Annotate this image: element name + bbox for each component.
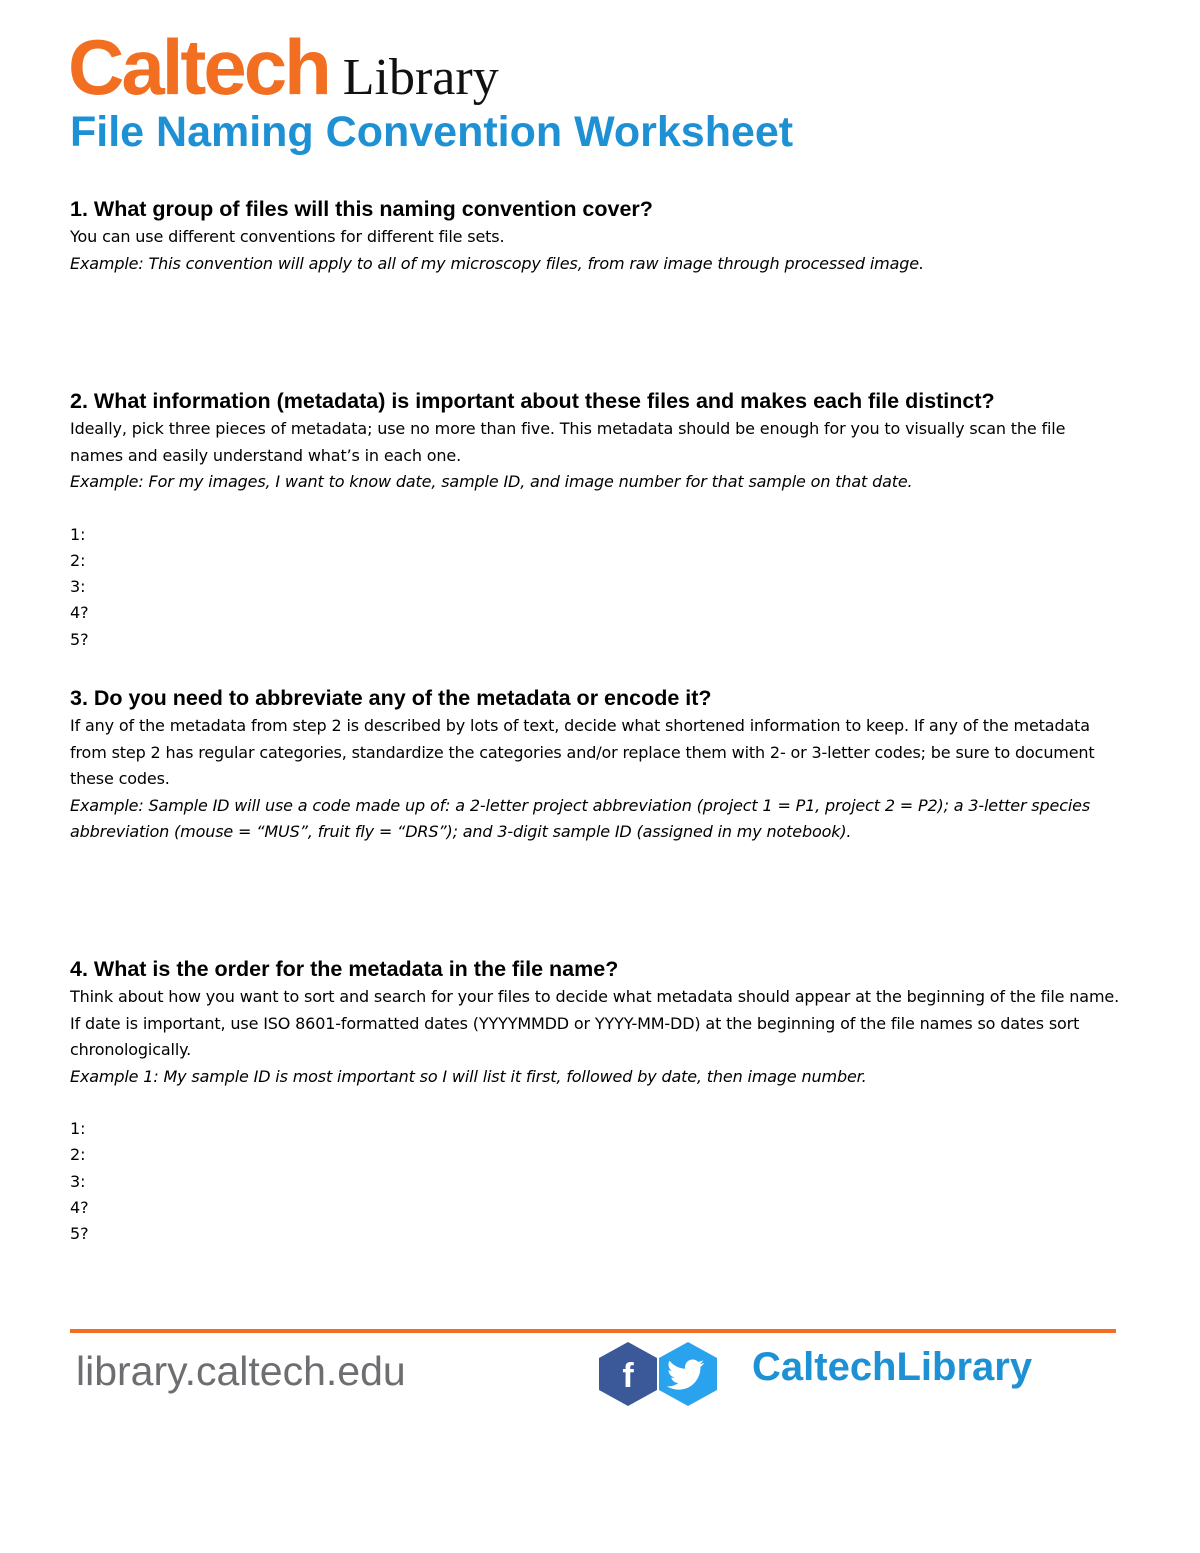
section-2-example: Example: For my images, I want to know date, sample ID, and image number for that sample on that date. — [70, 472, 913, 491]
logo-caltech-wordmark: Caltech — [68, 23, 329, 111]
facebook-glyph: f — [622, 1357, 634, 1395]
section-2-answer-list — [70, 522, 1120, 653]
facebook-icon[interactable] — [596, 1340, 660, 1413]
section-3-heading: 3. Do you need to abbreviate any of the metadata or encode it? — [70, 686, 712, 710]
section-4 — [70, 954, 1120, 1247]
footer-divider — [70, 1329, 1116, 1333]
section-1-heading: 1. What group of files will this naming convention cover? — [70, 197, 653, 221]
section-4-text: Think about how you want to sort and search for your files to decide what metadata should appear at the beginning of the file name. If date is important, use ISO 8601-formatted dates (YYYYMMDD or YYYY-MM-DD) at the beginning of the file names so dates sort chronologically. — [70, 987, 1120, 1059]
answer-slot-label: 3: — [70, 1171, 86, 1191]
section-2-heading: 2. What information (metadata) is important about these files and makes each file distinct? — [70, 389, 995, 413]
answer-slot-label: 1: — [70, 1119, 86, 1138]
answer-slot-label: 4? — [70, 603, 89, 623]
answer-slot-label: 1: — [70, 524, 86, 544]
section-4-answer-list — [70, 1116, 1120, 1247]
footer-website-link[interactable]: library.caltech.edu — [76, 1348, 406, 1394]
caltech-library-logo — [68, 22, 499, 112]
answer-slot-label: 5? — [70, 629, 89, 649]
answer-slot-label: 2: — [70, 550, 86, 570]
section-1 — [70, 194, 1120, 277]
answer-slot-label: 5? — [70, 1224, 89, 1244]
social-handle-link[interactable]: CaltechLibrary — [752, 1345, 1033, 1389]
section-4-example: Example 1: My sample ID is most important so I will list it first, followed by date, then image number. — [70, 1066, 867, 1086]
section-1-example: Example: This convention will apply to all of my microscopy files, from raw image through processed image. — [70, 253, 924, 273]
answer-slot-label: 4? — [70, 1197, 89, 1217]
section-3-text: If any of the metadata from step 2 is described by lots of text, decide what shortened information to keep. If any of the metadata from step 2 has regular categories, standardize the categories and/or replace them with 2- or 3-letter codes; be sure to document these codes. — [70, 716, 1095, 788]
twitter-bird-icon[interactable] — [654, 1340, 722, 1413]
answer-slot-label: 2: — [70, 1145, 86, 1165]
section-1-text: You can use different conventions for different file sets. — [70, 227, 505, 246]
section-3-example: Example: Sample ID will use a code made up of: a 2-letter project abbreviation (project 1 = P1, project 2 = P2); a 3-letter species abbreviation (mouse = “MUS”, fruit fly = “DRS”); and 3-digit sample ID (assigned in my notebook). — [70, 795, 1091, 841]
logo-library-wordmark: Library — [342, 49, 499, 106]
section-2 — [70, 386, 1120, 653]
section-3 — [70, 683, 1120, 846]
page-title: File Naming Convention Worksheet — [70, 108, 794, 156]
answer-slot-label: 3: — [70, 577, 86, 597]
section-2-text: Ideally, pick three pieces of metadata; use no more than five. This metadata should be enough for you to visually scan the file names and easily understand what’s in each one. — [70, 419, 1066, 465]
section-4-heading: 4. What is the order for the metadata in the file name? — [70, 957, 619, 981]
